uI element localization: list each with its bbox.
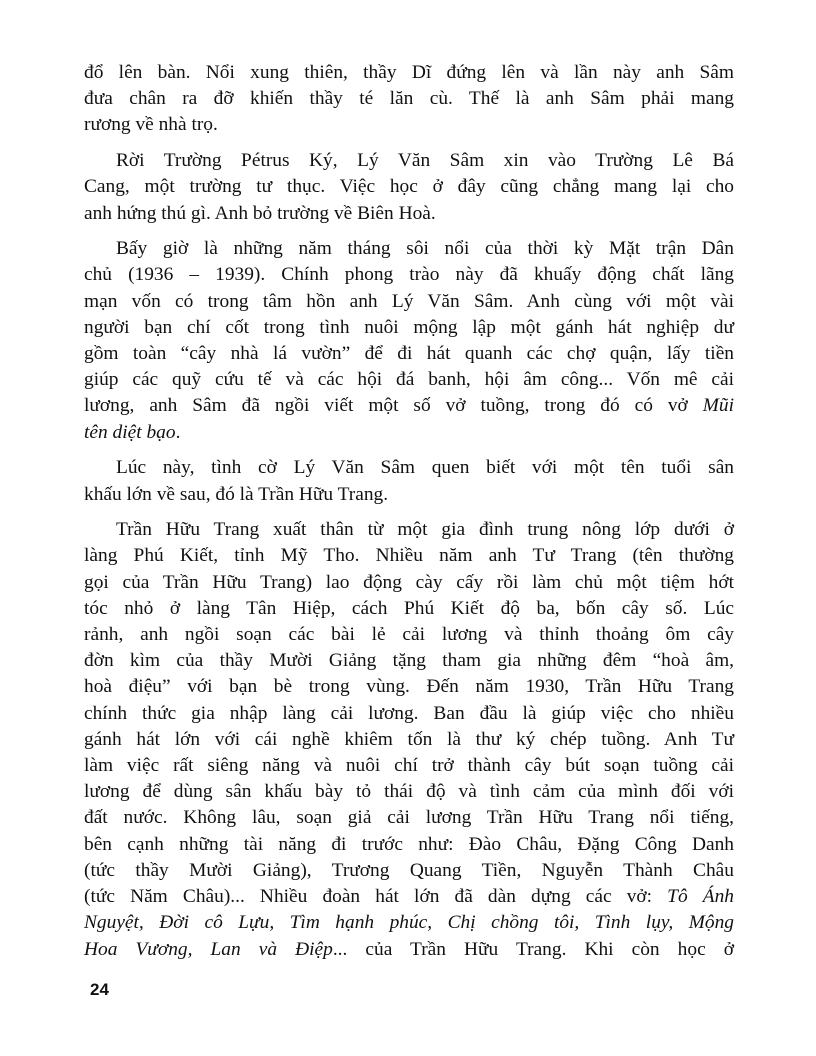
italic-title: Nguyệt, Đời cô Lựu, Tìm hạnh phúc, Chị chồng tôi, Tình lụy, Mộng	[84, 912, 734, 934]
text-line: chính thức gia nhập làng cải lương. Ban đầu là giúp việc cho nhiều	[84, 702, 734, 724]
text-line: giúp các quỹ cứu tế và các hội đá banh, hội âm công... Vốn mê cải	[84, 369, 734, 391]
italic-title: Tô Ánh	[667, 886, 734, 908]
text-line: rảnh, anh ngồi soạn các bài lẻ cải lương và thỉnh thoảng ôm cây	[84, 624, 734, 646]
paragraph-1	[84, 60, 734, 139]
text-line: chủ (1936 – 1939). Chính phong trào này đã khuấy động chất lãng	[84, 264, 734, 286]
paragraph-5	[84, 517, 734, 962]
text-line: làng Phú Kiết, tỉnh Mỹ Tho. Nhiều năm anh Tư Trang (tên thường	[84, 545, 734, 567]
italic-title: tên diệt bạo	[84, 421, 176, 443]
italic-title: Hoa Vương, Lan và Điệp	[84, 938, 333, 960]
text-line	[84, 393, 734, 419]
text-line: gánh hát lớn với cái nghề khiêm tốn là thư ký chép tuồng. Anh Tư	[84, 728, 734, 750]
page-number: 24	[90, 980, 109, 999]
text-line: rương về nhà trọ.	[84, 114, 218, 136]
book-page-body	[84, 60, 734, 972]
text-line: đờn kìm của thầy Mười Giảng tặng tham gia những đêm “hoà âm,	[84, 650, 734, 672]
text-line: Rời Trường Pétrus Ký, Lý Văn Sâm xin vào Trường Lê Bá	[116, 150, 734, 172]
text-segment: ... của Trần Hữu Trang. Khi còn học ở	[332, 938, 734, 960]
text-line: lương để dùng sân khấu bày tỏ thái độ và tình cảm của mình đối với	[84, 781, 734, 803]
text-line: làm việc rất siêng năng và nuôi chí trở thành cây bút soạn tuồng cải	[84, 755, 734, 777]
paragraph-4	[84, 455, 734, 507]
text-line	[84, 420, 734, 446]
text-line	[84, 910, 734, 936]
text-line	[84, 937, 734, 963]
text-segment: (tức Năm Châu)... Nhiều đoàn hát lớn đã dàn dựng các vở:	[84, 886, 653, 908]
text-line: Cang, một trường tư thục. Việc học ở đây cũng chẳng mang lại cho	[84, 176, 734, 198]
text-line: (tức thầy Mười Giảng), Trương Quang Tiền, Nguyễn Thành Châu	[84, 859, 734, 881]
text-line: khấu lớn về sau, đó là Trần Hữu Trang.	[84, 483, 389, 505]
text-line: đổ lên bàn. Nổi xung thiên, thầy Dĩ đứng lên và lần này anh Sâm	[84, 62, 734, 83]
text-line: hoà điệu” với bạn bè trong vùng. Đến năm 1930, Trần Hữu Trang	[84, 676, 734, 698]
text-line: đất nước. Không lâu, soạn giả cải lương Trần Hữu Trang nổi tiếng,	[84, 807, 734, 829]
text-segment: lương, anh Sâm đã ngồi viết một số vở tuồng, trong đó có vở	[84, 395, 688, 417]
text-line	[84, 884, 734, 910]
text-line: gồm toàn “cây nhà lá vườn” để đi hát quanh các chợ quận, lấy tiền	[84, 343, 734, 365]
paragraph-3	[84, 236, 734, 446]
text-line: anh hứng thú gì. Anh bỏ trường về Biên Hoà.	[84, 202, 436, 224]
text-segment: .	[175, 421, 181, 443]
text-line: gọi của Trần Hữu Trang) lao động cày cấy rồi làm chủ một tiệm hớt	[84, 571, 734, 593]
text-line: Lúc này, tình cờ Lý Văn Sâm quen biết với một tên tuổi sân	[116, 457, 734, 479]
text-line: người bạn chí cốt trong tình nuôi mộng lập một gánh hát nghiệp dư	[84, 316, 734, 338]
italic-title: Mũi	[702, 395, 734, 417]
text-line: Bấy giờ là những năm tháng sôi nổi của thời kỳ Mặt trận Dân	[116, 238, 734, 260]
text-line: Trần Hữu Trang xuất thân từ một gia đình trung nông lớp dưới ở	[116, 519, 734, 541]
text-line: mạn vốn có trong tâm hồn anh Lý Văn Sâm. Anh cùng với một vài	[84, 290, 734, 312]
text-line: bên cạnh những tài năng đi trước như: Đào Châu, Đặng Công Danh	[84, 833, 734, 855]
text-line: tóc nhỏ ở làng Tân Hiệp, cách Phú Kiết độ ba, bốn cây số. Lúc	[84, 597, 734, 619]
paragraph-2	[84, 148, 734, 227]
text-line: đưa chân ra đỡ khiến thầy té lăn cù. Thế là anh Sâm phải mang	[84, 88, 734, 110]
